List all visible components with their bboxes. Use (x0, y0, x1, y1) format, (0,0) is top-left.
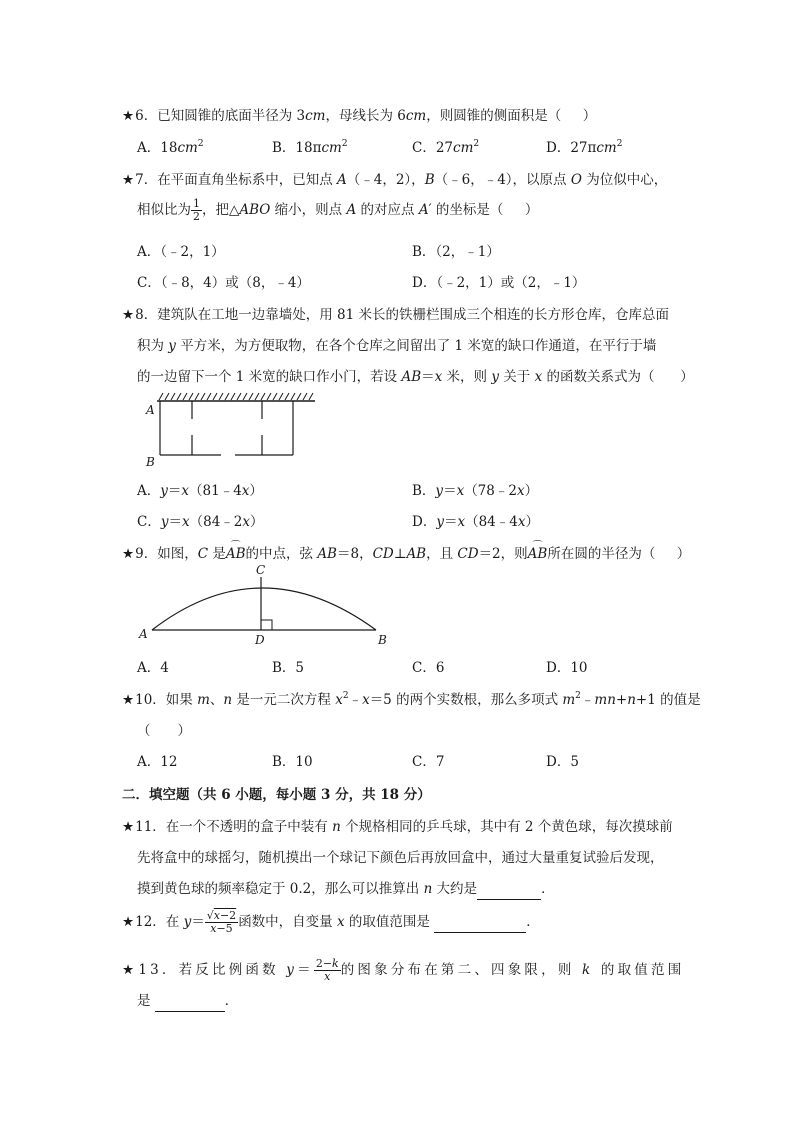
q12-answer-blank[interactable] (434, 916, 526, 933)
arc-ab (152, 588, 376, 630)
q6-option-c[interactable]: C．$27cm^2$ (412, 139, 480, 156)
q9-option-d[interactable]: D．10 (546, 660, 588, 676)
q7-option-b[interactable]: B．（2，﹣1） (412, 244, 500, 260)
q8-option-a[interactable]: A．y＝x（81﹣4x） (137, 483, 263, 499)
q8-option-b[interactable]: B．y＝x（78﹣2x） (412, 483, 539, 499)
wall-hatching (157, 393, 315, 401)
q6-stem: ★6．已知圆锥的底面半径为 3cm，母线长为 6cm，则圆锥的侧面积是（ ） (122, 108, 597, 124)
q9-option-a[interactable]: A．4 (137, 660, 169, 676)
q8-warehouse-diagram (140, 390, 320, 470)
q9-stem: ★9．如图，C 是⌒ AB的中点，弦 AB＝8，CD⊥AB，且 CD＝2，则⌒ AB所在圆的半径为（ ） (122, 542, 690, 562)
q6-option-a[interactable]: A．$18cm^2$ (137, 139, 204, 156)
point-a-label: A (139, 627, 148, 641)
q9-option-b[interactable]: B．5 (272, 660, 305, 676)
q7-option-d[interactable]: D．（﹣2，1）或（2，﹣1） (412, 275, 586, 291)
q11-stem-line3: 摸到黄色球的频率稳定于 0.2，那么可以推算出 n 大约是 ． (137, 877, 555, 900)
q7-stem: ★7．在平面直角坐标系中，已知点 A（﹣4，2），B（﹣6，﹣4），以原点 O 为位似中心， (122, 172, 668, 188)
q10-stem: ★10．如果 m、n 是一元二次方程 $x^2﹣x=5$ 的两个实数根，那么多项式 $m^2﹣mn+n+1$ 的值是 (122, 691, 701, 708)
right-angle-mark (261, 620, 272, 630)
section-2-heading: 二．填空题（共 6 小题，每小题 3 分，共 18 分） (122, 787, 431, 803)
q12-stem: ★12．在 y＝ $\frac{√x-2}{x-5}$ 函数中，自变量 x 的取值范围是 ． (122, 909, 540, 935)
q7-option-c[interactable]: C．（﹣8，4）或（8，﹣4） (137, 275, 310, 291)
q8-stem-line3: 的一边留下一个 1 米宽的缺口作小门，若设 AB＝x 米，则 y 关于 x 的函数关系式为（ ） (137, 369, 694, 385)
q9-arc-diagram (134, 562, 404, 650)
q7-stem-line2: 相似比为 $\frac{1}{2}$ ，把△ABO 缩小，则点 A 的对应点 A′ 的坐标是（ ） (137, 197, 539, 223)
q8-option-c[interactable]: C．y＝x（84﹣2x） (137, 514, 264, 530)
q10-stem-line2: （ ） (137, 723, 191, 739)
q10-option-b[interactable]: B．10 (272, 754, 313, 770)
q8-option-d[interactable]: D．y＝x（84﹣4x） (412, 514, 539, 530)
q9-option-c[interactable]: C．6 (412, 660, 445, 676)
q13-stem-line2: 是 ． (137, 989, 238, 1012)
q11-stem-line2: 先将盒中的球摇匀，随机摸出一个球记下颜色后再放回盒中，通过大量重复试验后发现， (137, 850, 664, 866)
point-a-label: A (146, 403, 155, 417)
q10-option-a[interactable]: A．12 (137, 754, 178, 770)
point-d-label: D (255, 633, 265, 647)
q8-stem: ★8．建筑队在工地一边靠墙处，用 81 米长的铁栅栏围成三个相连的长方形仓库，仓库总面 (122, 307, 669, 323)
q13-answer-blank[interactable] (155, 995, 225, 1012)
q13-stem: ★13．若反比例函数 y＝ $\frac{2-k}{x}$ 的图象分布在第二、四象限，则 k 的取值范围 (122, 957, 685, 983)
point-b-label: B (146, 455, 155, 469)
q6-option-b[interactable]: B．18πcm$^2$ (272, 139, 348, 156)
q10-option-c[interactable]: C．7 (412, 754, 445, 770)
point-c-label: C (256, 563, 266, 577)
point-b-label: B (378, 633, 387, 647)
q6-option-d[interactable]: D．27πcm$^2$ (546, 139, 623, 156)
q7-option-a[interactable]: A．（﹣2，1） (137, 244, 225, 260)
q11-stem: ★11．在一个不透明的盒子中装有 n 个规格相同的乒乓球，其中有 2 个黄色球，每次摸球前 (122, 819, 673, 835)
q8-stem-line2: 积为 y 平方米，为方便取物，在各个仓库之间留出了 1 米宽的缺口作通道，在平行于墙 (137, 338, 657, 354)
q11-answer-blank[interactable] (477, 883, 541, 900)
q10-option-d[interactable]: D．5 (546, 754, 579, 770)
fence-lines (160, 401, 293, 455)
